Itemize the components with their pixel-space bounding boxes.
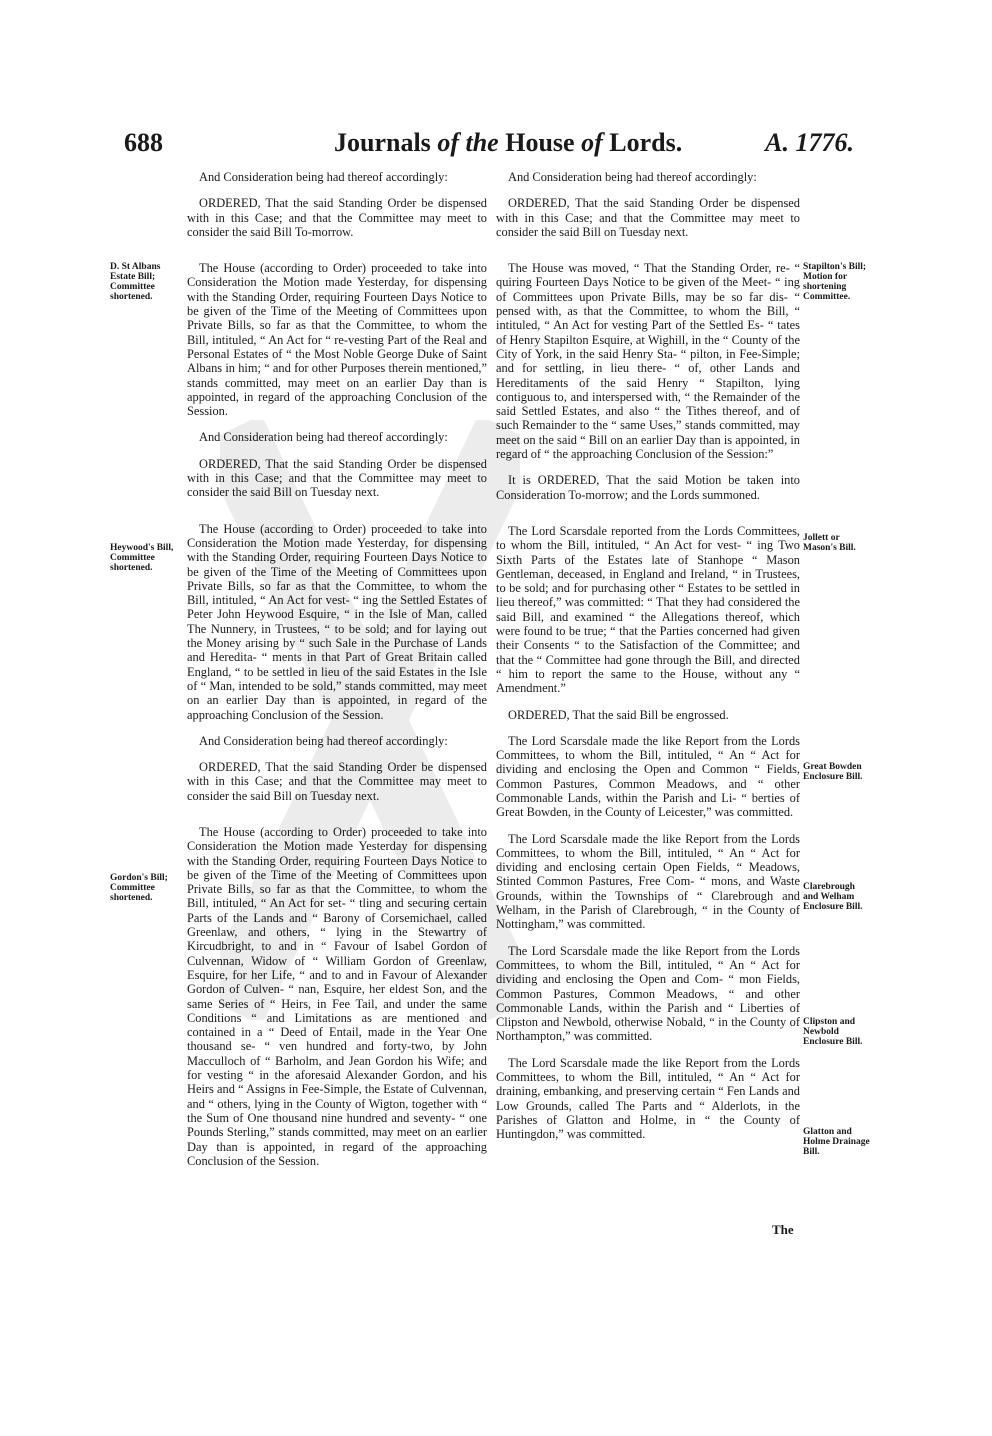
paragraph: ORDERED, That the said Standing Order be dispensed with in this Case; and that the Committee may meet to consider the said Bill To-morrow. xyxy=(187,196,487,239)
paragraph: The Lord Scarsdale made the like Report from the Lords Committees, to whom the Bill, intituled, “ An “ Act for dividing and enclosing the Open and Common “ Fields, Common Pastures, Common Meadows, and “ other Commonable Lands, within the Parish and Li- “ berties of Great Bowden, in the County of Leicester,” was committed. xyxy=(496,733,800,820)
margin-note: Great Bowden Enclosure Bill. xyxy=(803,762,863,782)
paragraph: ORDERED, That the said Bill be engrossed. xyxy=(508,707,729,722)
paragraph: The Lord Scarsdale reported from the Lords Committees, to whom the Bill, intituled, “ An Act for vest- “ ing Two Sixth Parts of the Estates late of Stanhope “ Mason Gentleman, deceased, in England and Ireland, “ in Trustees, to be sold; and for purchasing other “ Estates to be settled in lieu thereof,” was committed: “ That they had considered the said Bill, and examined “ the Allegations thereof, which were found to be true; “ that the Parties concerned had given their Consents “ to the Satisfaction of the Committee; and that the “ Committee had gone through the Bill, and directed “ him to report the same to the House, without any “ Amendment.” xyxy=(496,523,800,696)
left-column xyxy=(187,170,487,1180)
margin-note: Heywood's Bill, Committee shortened. xyxy=(110,543,174,573)
year: A. 1776. xyxy=(765,128,854,157)
paragraph: The House was moved, “ That the Standing Order, re- “ quiring Fourteen Days Notice to be given of the Meet- “ ing of Committees upon Private Bills, may be so far dis- “ pensed with, as that the Committee, to whom the Bill, “ intituled, “ An Act for vesting Part of the Settled Es- “ tates of Henry Stapilton Esquire, at Wighill, in the “ County of the City of York, in the said Henry Sta- “ pilton, in Fee-Simple; and for settling, in lieu there- “ of, other Lands and Hereditaments of the said Henry “ Stapilton, lying contiguous to, and interspersed with, “ the Remainder of the said Settled Estates, and also “ the Tithes thereof, and of such Remainder to the “ same Uses,” stands committed, may meet on the said “ Bill on an earlier Day than is appointed, in regard of “ the approaching Conclusion of the Session:” xyxy=(496,261,800,462)
paragraph: And Consideration being had thereof accordingly: xyxy=(199,170,448,184)
paragraph: ORDERED, That the said Standing Order be dispensed with in this Case; and that the Committee may meet to consider the said Bill on Tuesday next. xyxy=(187,456,487,500)
margin-note: Clarebrough and Welham Enclosure Bill. xyxy=(803,882,863,912)
margin-note: Clipston and Newbold Enclosure Bill. xyxy=(803,1017,863,1047)
margin-note: Gordon's Bill; Committee shortened. xyxy=(110,873,168,903)
paragraph: And Consideration being had thereof accordingly: xyxy=(508,170,757,184)
title-word-of: of xyxy=(437,128,459,157)
margin-note: Stapilton's Bill; Motion for shortening Committee. xyxy=(803,262,867,302)
paragraph: The House (according to Order) proceeded to take into Consideration the Motion made Yesterday, for dispensing with the Standing Order, requiring Fourteen Days Notice to be given of the Time of the Meeting of Committees upon Private Bills, so far as that the Committee, to whom the Bill, intituled, “ An Act for “ re-vesting Part of the Real and Personal Estates of “ the Most Noble George Duke of Saint Albans in him; “ and for other Purposes therein mentioned,” stands committed, may meet on an earlier Day than is appointed, in regard of the approaching Conclusion of the Session. xyxy=(187,261,487,419)
paragraph: The Lord Scarsdale made the like Report from the Lords Committees, to whom the Bill, intituled, “ An “ Act for draining, embanking, and preserving certain “ Fen Lands and Low Grounds, called The Parts and “ Alderlots, in the Parishes of Glatton and Holme, in “ the County of Huntingdon,” was committed. xyxy=(496,1055,800,1142)
margin-note: Jollett or Mason's Bill. xyxy=(803,533,856,553)
paragraph: ORDERED, That the said Standing Order be dispensed with in this Case; and that the Committee may meet to consider the said Bill on Tuesday next. xyxy=(187,760,487,803)
paragraph: It is ORDERED, That the said Motion be taken into Consideration To-morrow; and the Lords summoned. xyxy=(496,473,800,502)
paragraph: And Consideration being had thereof accordingly: xyxy=(199,430,448,445)
paragraph: ORDERED, That the said Standing Order be dispensed with in this Case; and that the Committee may meet to consider the said Bill on Tuesday next. xyxy=(496,196,800,239)
running-title xyxy=(334,128,682,158)
paragraph: The House (according to Order) proceeded to take into Consideration the Motion made Yesterday for dispensing with the Standing Order, requiring Fourteen Days Notice to be given of the Time of the Meeting of Committees upon Private Bills, so far as that the Committee, to whom the Bill, intituled, “ An Act for set- “ tling and securing certain Parts of the Lands and “ Barony of Corsemichael, called Greenlaw, and others, “ lying in the Stewartry of Kircudbright, to and in “ Favour of Isabel Gordon of Culvennan, Widow of “ William Gordon of Greenlaw, Esquire, for her Life, “ and to and in Favour of Alexander Gordon of Culven- “ nan, Esquire, her eldest Son, and the same Series of “ Heirs, in Fee Tail, and under the same Conditions “ and Limitations as are mentioned and contained in a “ Deed of Entail, made in the Year One thousand se- “ ven hundred and forty-two, by John Macculloch of “ Barholm, and Jean Gordon his Wife; and for vesting “ in the aforesaid Alexander Gordon, and his Heirs and “ Assigns in Fee-Simple, the Estate of Culvennan, and “ others, lying in the County of Wigton, together with “ the Sum of One thousand nine hundred and seventy- “ one Pounds Sterling,” stands committed, may meet on an earlier Day than is appointed, in regard of the approaching Conclusion of the Session. xyxy=(187,824,487,1168)
paragraph: The House (according to Order) proceeded to take into Consideration the Motion made Yesterday, for dispensing with the Standing Order, requiring Fourteen Days Notice to be given of the Time of the Meeting of Committees upon Private Bills, so far as that the Committee, to whom the Bill, intituled, “ An Act for vest- “ ing the Settled Estates of Peter John Heywood Esquire, “ in the Isle of Man, called The Nunnery, in Trustees, “ to be sold; and for laying out the Money arising by “ such Sale in the Purchase of Lands and Heredita- “ ments in that Part of Great Britain called England, “ to be settled in lieu of the said Estates in the Isle of “ Man, intended to be sold,” stands committed, may meet on an earlier Day than is appointed, in regard of the approaching Conclusion of the Session. xyxy=(187,521,487,722)
catchword: The xyxy=(772,1222,794,1237)
title-word-lords: Lords. xyxy=(609,128,683,157)
paragraph: The Lord Scarsdale made the like Report from the Lords Committees, to whom the Bill, intituled, “ An “ Act for dividing and enclosing the Open and Com- “ mon Fields, Common Pastures, Common Meadows, “ and other Commonable Lands, within the Parish and “ Liberties of Clipston and Newbold, otherwise Nobald, “ in the County of Northampton,” was committed. xyxy=(496,943,800,1044)
paragraph: And Consideration being had thereof accordingly: xyxy=(199,733,448,748)
page-header xyxy=(124,128,854,164)
page-number: 688 xyxy=(124,128,163,157)
paragraph: The Lord Scarsdale made the like Report from the Lords Committees, to whom the Bill, intituled, “ An “ Act for dividing and enclosing certain Open Fields, “ Meadows, Stinted Common Pastures, Free Com- “ mons, and Waste Grounds, within the Townships of “ Clarebrough and Welham, in the Parish of Clarebrough, “ in the County of Nottingham,” was committed. xyxy=(496,831,800,932)
title-word-of-2: of xyxy=(581,128,603,157)
title-word-house: House xyxy=(505,128,575,157)
margin-note: D. St Albans Estate Bill; Committee shortened. xyxy=(110,262,161,302)
margin-note: Glatton and Holme Drainage Bill. xyxy=(803,1127,870,1157)
title-word-the: the xyxy=(465,128,499,157)
title-word-journals: Journals xyxy=(334,128,431,157)
right-column xyxy=(496,170,800,1154)
